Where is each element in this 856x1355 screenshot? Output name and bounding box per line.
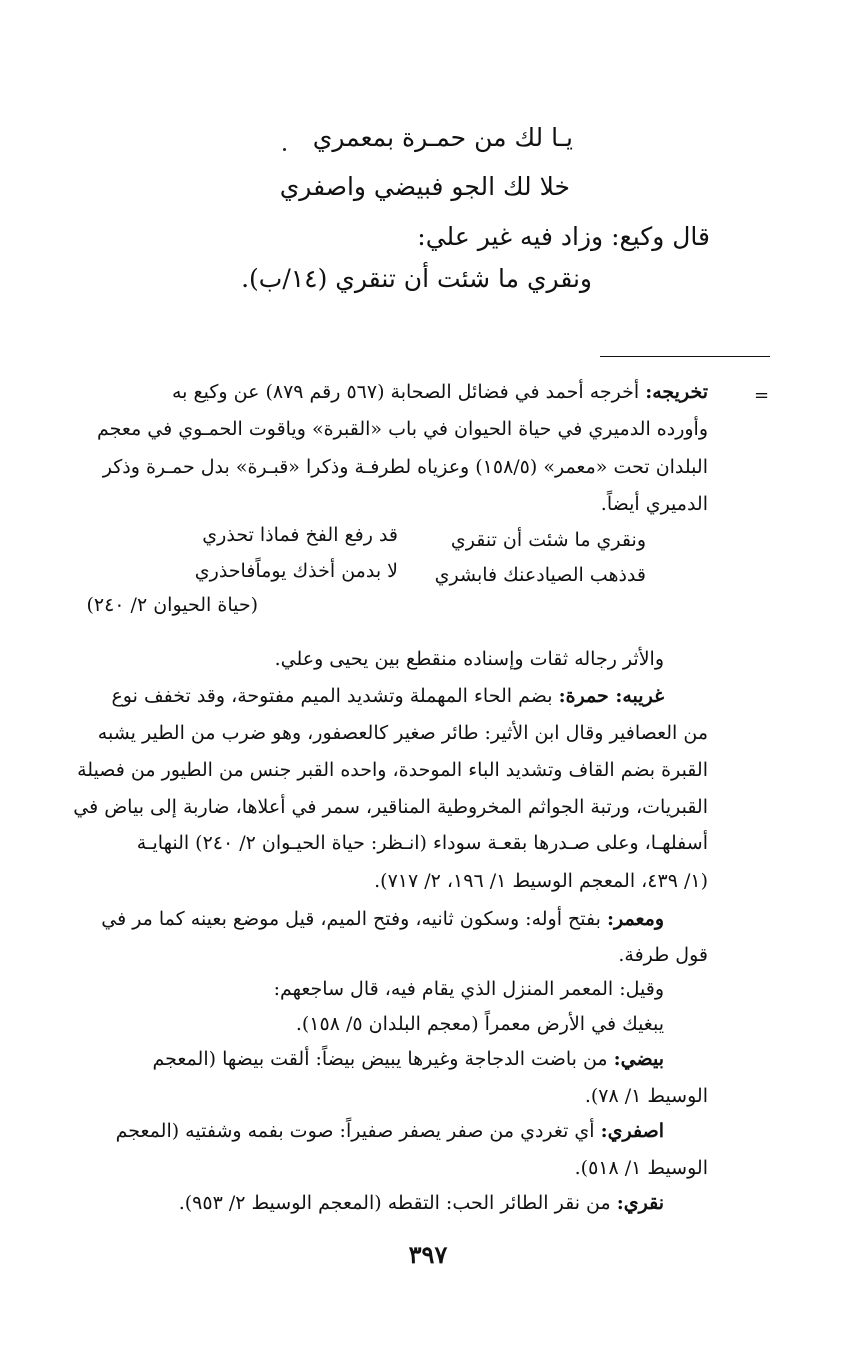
bidi-line-1: بيضي: من باضت الدجاجة وغيرها يبيض بيضاً: ألقت بيضها (المعجم bbox=[152, 1048, 664, 1070]
verse-line-1: يـا لك من حمـرة بمعمري bbox=[312, 123, 573, 152]
qil-line-1: وقيل: المعمر المنزل الذي يقام فيه، قال ساجعهم: bbox=[273, 978, 664, 1000]
ink-dot bbox=[283, 148, 286, 151]
gharib-line-3: القبرة بضم القاف وتشديد الباء الموحدة، واحده القبر جنس من الطيور من فصيلة bbox=[77, 759, 708, 781]
athar-line: والأثر رجاله ثقات وإسناده منقطع بين يحيى وعلي. bbox=[274, 648, 664, 670]
naqri-label: نقري: bbox=[616, 1192, 664, 1214]
gharib-line-6: (١/ ٤٣٩، المعجم الوسيط ١/ ١٩٦، ٢/ ٧١٧). bbox=[374, 870, 708, 892]
poem-source: (حياة الحيوان ٢/ ٢٤٠) bbox=[86, 594, 258, 616]
takhrij-line-1: تخريجه: أخرجه أحمد في فضائل الصحابة (٥٦٧ رقم ٨٧٩) عن وكيع به bbox=[171, 381, 708, 403]
gharib-line-2: من العصافير وقال ابن الأثير: طائر صغير كالعصفور، وهو ضرب من الطير يشبه bbox=[97, 722, 708, 744]
verse-line-3: قال وكيع: وزاد فيه غير علي: bbox=[417, 222, 710, 251]
bidi-label: بيضي: bbox=[613, 1048, 664, 1070]
takhrij-line-3: البلدان تحت «معمر» (١٥٨/٥) وعزياه لطرفـة وذكرا «قبـرة» بدل حمـرة وذكر bbox=[102, 456, 708, 478]
isfiri-line-1: اصفري: أي تغردي من صفر يصفر صفيراً: صوت بفمه وشفتيه (المعجم bbox=[115, 1120, 664, 1142]
takhrij-label: تخريجه: bbox=[645, 381, 708, 403]
gharib-line-4: القبريات، ورتبة الجواثم المخروطية المناقير، سمر في أعلاها، ضاربة إلى بياض في bbox=[73, 796, 708, 818]
poem-row-2-left: لا بدمن أخذك يوماًفاحذري bbox=[194, 560, 398, 582]
gharib-line-1: غريبه: حمرة: بضم الحاء المهملة وتشديد الميم مفتوحة، وقد تخفف نوع bbox=[111, 685, 664, 707]
verse-line-4: ونقري ما شئت أن تنقري (١٤/ب). bbox=[241, 264, 592, 293]
page-number: ٣٩٧ bbox=[408, 1240, 448, 1269]
naqri-line-1: نقري: من نقر الطائر الحب: التقطه (المعجم الوسيط ٢/ ٩٥٣). bbox=[178, 1192, 664, 1214]
gharib-line-5: أسفلهـا، وعلى صـدرها بقعـة سوداء (انـظر: حياة الحيـوان ٢/ ٢٤٠) النهايـة bbox=[136, 832, 708, 854]
footnote-separator bbox=[600, 356, 770, 357]
isfiri-line-2: الوسيط ١/ ٥١٨). bbox=[574, 1157, 708, 1179]
isfiri-label: اصفري: bbox=[600, 1120, 664, 1142]
verse-line-2: خلا لك الجو فبيضي واصفري bbox=[279, 172, 570, 201]
poem-row-2-right: قدذهب الصيادعنك فابشري bbox=[434, 564, 646, 586]
qil-line-2: يبغيك في الأرض معمراً (معجم البلدان ٥/ ١٥٨). bbox=[295, 1013, 664, 1035]
poem-row-1-left: قد رفع الفخ فماذا تحذري bbox=[202, 524, 398, 546]
muammar-line-1: ومعمر: بفتح أوله: وسكون ثانيه، وفتح الميم، قيل موضع بعينه كما مر في bbox=[101, 908, 664, 930]
takhrij-line-2: وأورده الدميري في حياة الحيوان في باب «القبرة» وياقوت الحمـوي في معجم bbox=[97, 418, 708, 440]
poem-row-1-right: ونقري ما شئت أن تنقري bbox=[450, 529, 646, 551]
bidi-line-2: الوسيط ١/ ٧٨). bbox=[584, 1085, 708, 1107]
takhrij-line-4: الدميري أيضاً. bbox=[600, 493, 708, 515]
muammar-line-2: قول طرفة. bbox=[618, 944, 708, 966]
muammar-label: ومعمر: bbox=[607, 908, 664, 930]
gharib-label: غريبه: حمرة: bbox=[558, 685, 664, 707]
continuation-marker: = bbox=[754, 385, 770, 406]
